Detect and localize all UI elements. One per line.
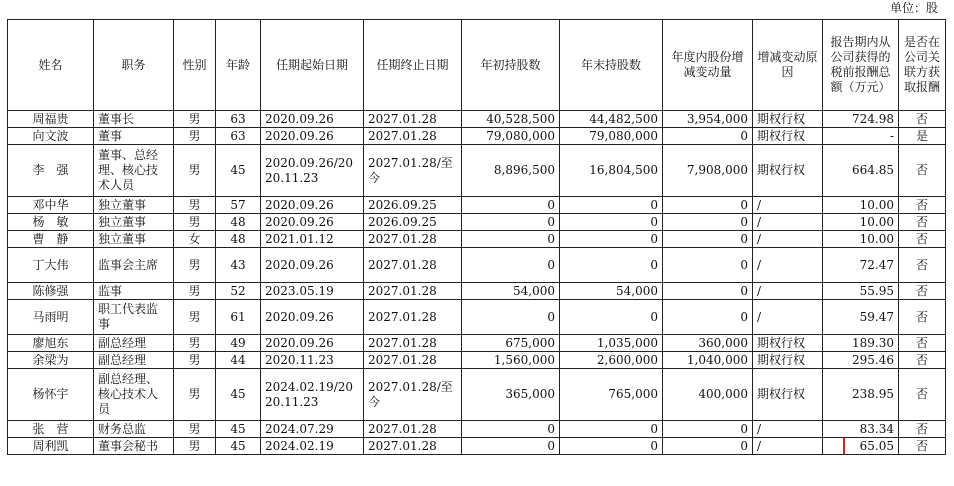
cell-related-pay: 否 [899,369,946,421]
cell-position: 董事长 [94,111,174,128]
cell-gender: 男 [174,145,216,197]
cell-age: 48 [216,231,261,248]
cell-position: 董事会秘书 [94,438,174,455]
cell-shares-change: 7,908,000 [663,145,753,197]
executive-shareholding-table [7,19,946,455]
header-pretax-pay: 报告期内从公司获得的税前报酬总额（万元） [823,20,899,111]
cell-change-reason: 期权行权 [753,111,823,128]
cell-term-end: 2027.01.28 [364,283,462,300]
cell-shares-end: 16,804,500 [560,145,663,197]
cell-term-start: 2024.07.29 [261,421,364,438]
cell-shares-change: 0 [663,421,753,438]
cell-age: 45 [216,369,261,421]
header-term-start: 任期起始日期 [261,20,364,111]
cell-position: 监事会主席 [94,248,174,283]
cell-term-start: 2020.09.26 [261,128,364,145]
cell-age: 57 [216,197,261,214]
cell-change-reason: / [753,300,823,335]
cell-related-pay: 否 [899,335,946,352]
cell-term-start: 2023.05.19 [261,283,364,300]
cell-position: 独立董事 [94,231,174,248]
cell-term-end: 2027.01.28 [364,300,462,335]
cell-term-start: 2024.02.19/2020.11.23 [261,369,364,421]
cell-shares-end: 765,000 [560,369,663,421]
cell-change-reason: / [753,421,823,438]
cell-related-pay: 否 [899,248,946,283]
cell-age: 45 [216,145,261,197]
cell-position: 独立董事 [94,214,174,231]
cell-shares-end: 0 [560,438,663,455]
cell-pretax-pay: 10.00 [823,197,899,214]
cell-shares-begin: 1,560,000 [462,352,560,369]
cell-gender: 女 [174,231,216,248]
cell-position: 副总经理 [94,352,174,369]
cell-name: 周利凯 [8,438,94,455]
header-related-pay: 是否在公司关联方获取报酬 [899,20,946,111]
cell-shares-end: 54,000 [560,283,663,300]
cell-related-pay: 否 [899,300,946,335]
cell-term-end: 2026.09.25 [364,214,462,231]
cell-position: 财务总监 [94,421,174,438]
table-row [8,369,946,421]
highlighted-pay-value: 65.05 [859,438,894,453]
cell-pretax-pay: 724.98 [823,111,899,128]
cell-related-pay: 否 [899,197,946,214]
cell-name: 李 强 [8,145,94,197]
cell-position: 董事 [94,128,174,145]
cell-age: 45 [216,438,261,455]
cell-related-pay: 否 [899,421,946,438]
cell-name: 邓中华 [8,197,94,214]
cell-shares-change: 0 [663,283,753,300]
cell-position: 董事、总经理、核心技术人员 [94,145,174,197]
cell-name: 周福贵 [8,111,94,128]
table-row [8,214,946,231]
cell-shares-begin: 0 [462,421,560,438]
cell-gender: 男 [174,335,216,352]
cell-shares-begin: 0 [462,197,560,214]
cell-shares-begin: 0 [462,214,560,231]
cell-term-start: 2021.01.12 [261,231,364,248]
cell-gender: 男 [174,300,216,335]
cell-pretax-pay: 10.00 [823,231,899,248]
cell-shares-change: 0 [663,300,753,335]
cell-shares-change: 0 [663,128,753,145]
cell-age: 48 [216,214,261,231]
cell-term-start: 2020.09.26 [261,248,364,283]
table-row [8,197,946,214]
cell-term-start: 2020.09.26/2020.11.23 [261,145,364,197]
cell-gender: 男 [174,369,216,421]
cell-pretax-pay: 72.47 [823,248,899,283]
cell-shares-end: 1,035,000 [560,335,663,352]
cell-gender: 男 [174,197,216,214]
cell-term-end: 2026.09.25 [364,197,462,214]
cell-shares-change: 400,000 [663,369,753,421]
cell-shares-begin: 0 [462,438,560,455]
cell-term-end: 2027.01.28 [364,352,462,369]
table-row [8,231,946,248]
header-term-end: 任期终止日期 [364,20,462,111]
cell-term-start: 2020.09.26 [261,197,364,214]
cell-age: 45 [216,421,261,438]
cell-term-end: 2027.01.28/至今 [364,369,462,421]
table-row [8,335,946,352]
cell-shares-begin: 54,000 [462,283,560,300]
cell-related-pay: 否 [899,283,946,300]
header-shares-change: 年度内股份增减变动量 [663,20,753,111]
cell-gender: 男 [174,421,216,438]
cell-name: 杨怀宇 [8,369,94,421]
cell-change-reason: / [753,214,823,231]
cell-shares-begin: 0 [462,231,560,248]
cell-change-reason: 期权行权 [753,335,823,352]
cell-shares-begin: 0 [462,248,560,283]
cell-shares-end: 0 [560,197,663,214]
cell-gender: 男 [174,352,216,369]
header-age: 年龄 [216,20,261,111]
cell-gender: 男 [174,128,216,145]
cell-term-end: 2027.01.28 [364,128,462,145]
table-row [8,145,946,197]
cell-shares-begin: 8,896,500 [462,145,560,197]
cell-name: 陈修强 [8,283,94,300]
cell-position: 副总经理、核心技术人员 [94,369,174,421]
header-change-reason: 增减变动原因 [753,20,823,111]
table-row [8,283,946,300]
cell-age: 63 [216,128,261,145]
cell-change-reason: 期权行权 [753,352,823,369]
cell-shares-begin: 40,528,500 [462,111,560,128]
cell-position: 职工代表监事 [94,300,174,335]
cell-shares-end: 0 [560,421,663,438]
cell-change-reason: / [753,197,823,214]
cell-age: 43 [216,248,261,283]
table-row [8,438,946,455]
cell-pretax-pay: 10.00 [823,214,899,231]
table-body [8,111,946,455]
cell-shares-change: 1,040,000 [663,352,753,369]
header-gender: 性别 [174,20,216,111]
header-name: 姓名 [8,20,94,111]
cell-term-end: 2027.01.28 [364,248,462,283]
cell-pretax-pay: 295.46 [823,352,899,369]
table-row [8,248,946,283]
unit-label: 单位：股 [889,1,938,15]
table-header-row [8,20,946,111]
cell-gender: 男 [174,283,216,300]
cell-term-end: 2027.01.28/至今 [364,145,462,197]
cell-shares-change: 0 [663,248,753,283]
cell-change-reason: 期权行权 [753,369,823,421]
cell-gender: 男 [174,111,216,128]
cell-related-pay: 否 [899,214,946,231]
cell-gender: 男 [174,214,216,231]
cell-pretax-pay: 189.30 [823,335,899,352]
table-row [8,300,946,335]
cell-change-reason: / [753,231,823,248]
cell-related-pay: 否 [899,438,946,455]
cell-position: 副总经理 [94,335,174,352]
cell-pretax-pay: 664.85 [823,145,899,197]
cell-gender: 男 [174,438,216,455]
cell-shares-begin: 675,000 [462,335,560,352]
cell-pretax-pay: 83.34 [823,421,899,438]
cell-shares-change: 0 [663,438,753,455]
cell-shares-begin: 365,000 [462,369,560,421]
cell-shares-change: 0 [663,214,753,231]
cell-name: 张 营 [8,421,94,438]
cell-term-end: 2027.01.28 [364,111,462,128]
cell-pretax-pay-highlighted [823,438,899,455]
cell-change-reason: / [753,283,823,300]
cell-pretax-pay: 238.95 [823,369,899,421]
cell-term-start: 2020.09.26 [261,335,364,352]
cell-term-start: 2020.09.26 [261,300,364,335]
table-row [8,111,946,128]
cell-shares-begin: 0 [462,300,560,335]
cell-term-start: 2024.02.19 [261,438,364,455]
cell-related-pay: 是 [899,128,946,145]
cell-shares-end: 44,482,500 [560,111,663,128]
cell-age: 49 [216,335,261,352]
table-row [8,128,946,145]
cell-shares-begin: 79,080,000 [462,128,560,145]
cell-shares-change: 360,000 [663,335,753,352]
cell-term-end: 2027.01.28 [364,438,462,455]
cell-age: 44 [216,352,261,369]
cell-shares-change: 0 [663,231,753,248]
cell-position: 监事 [94,283,174,300]
cell-shares-end: 2,600,000 [560,352,663,369]
cell-name: 马雨明 [8,300,94,335]
header-shares-end: 年末持股数 [560,20,663,111]
cell-name: 余梁为 [8,352,94,369]
cell-pretax-pay: - [823,128,899,145]
cell-term-start: 2020.09.26 [261,214,364,231]
cell-pretax-pay: 55.95 [823,283,899,300]
cell-related-pay: 否 [899,111,946,128]
cell-shares-end: 0 [560,231,663,248]
cell-shares-end: 0 [560,300,663,335]
cell-name: 杨 敏 [8,214,94,231]
cell-term-start: 2020.09.26 [261,111,364,128]
cell-name: 丁大伟 [8,248,94,283]
cell-related-pay: 否 [899,352,946,369]
header-position: 职务 [94,20,174,111]
cell-related-pay: 否 [899,231,946,248]
cell-related-pay: 否 [899,145,946,197]
cell-term-start: 2020.11.23 [261,352,364,369]
cell-shares-end: 0 [560,248,663,283]
cell-term-end: 2027.01.28 [364,335,462,352]
cell-name: 向文波 [8,128,94,145]
cell-term-end: 2027.01.28 [364,421,462,438]
cell-name: 廖旭东 [8,335,94,352]
cell-change-reason: 期权行权 [753,128,823,145]
cell-change-reason: / [753,438,823,455]
cell-change-reason: 期权行权 [753,145,823,197]
table-row [8,421,946,438]
cell-gender: 男 [174,248,216,283]
cell-name: 曹 静 [8,231,94,248]
cell-shares-change: 0 [663,197,753,214]
cell-change-reason: / [753,248,823,283]
header-shares-begin: 年初持股数 [462,20,560,111]
cell-age: 52 [216,283,261,300]
cell-age: 61 [216,300,261,335]
cell-shares-change: 3,954,000 [663,111,753,128]
cell-position: 独立董事 [94,197,174,214]
cell-shares-end: 79,080,000 [560,128,663,145]
cell-pretax-pay: 59.47 [823,300,899,335]
cell-term-end: 2027.01.28 [364,231,462,248]
table-row [8,352,946,369]
cell-shares-end: 0 [560,214,663,231]
cell-age: 63 [216,111,261,128]
